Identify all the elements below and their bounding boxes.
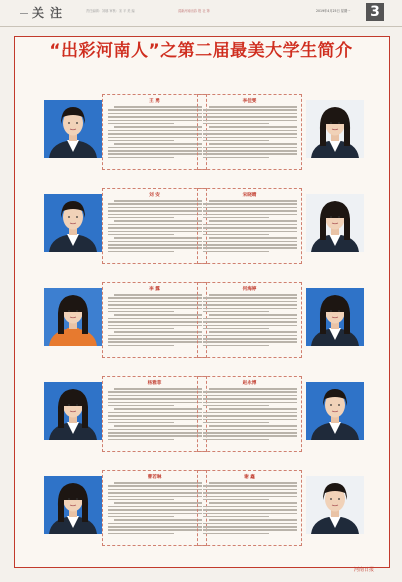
profile-bio-card — [197, 470, 302, 546]
text-line — [203, 328, 269, 330]
text-line — [203, 308, 297, 310]
text-line — [203, 422, 269, 424]
text-line — [108, 321, 202, 323]
text-line — [108, 150, 202, 152]
profile-name: 李 露 — [149, 287, 160, 292]
profile-name: 何海婷 — [242, 287, 257, 292]
text-line — [203, 439, 269, 441]
text-line — [108, 325, 202, 327]
text-line — [203, 402, 297, 404]
profile-name: 宋晓晴 — [242, 193, 257, 198]
text-line — [203, 435, 297, 437]
text-line — [203, 345, 269, 347]
text-line — [203, 405, 269, 407]
text-line — [108, 301, 202, 303]
text-line — [108, 304, 202, 306]
text-line — [203, 120, 297, 122]
text-line — [203, 123, 269, 125]
profile-photo — [306, 194, 364, 252]
text-line — [209, 294, 297, 296]
text-line — [203, 109, 297, 111]
profile-bio-card — [197, 376, 302, 452]
text-line — [108, 231, 202, 233]
text-line — [108, 526, 202, 528]
header-rule — [20, 13, 28, 14]
text-line — [209, 331, 297, 333]
profile-name: 李佳雯 — [242, 99, 257, 104]
text-line — [203, 492, 297, 494]
text-line — [203, 412, 297, 414]
text-line — [108, 499, 174, 501]
profile-photo — [44, 100, 102, 158]
text-line — [203, 513, 297, 515]
profile-photo — [44, 476, 102, 534]
text-line — [203, 321, 297, 323]
text-line — [108, 234, 174, 236]
text-line — [108, 509, 202, 511]
text-line — [108, 116, 202, 118]
text-line — [203, 130, 297, 132]
text-line — [108, 435, 202, 437]
text-line — [108, 533, 174, 535]
text-line — [108, 516, 174, 518]
text-line — [203, 489, 297, 491]
text-line — [209, 425, 297, 427]
text-line — [108, 492, 202, 494]
text-line — [203, 137, 297, 139]
text-line — [203, 147, 297, 149]
text-line — [108, 214, 202, 216]
profile-photo — [306, 100, 364, 158]
text-line — [108, 241, 202, 243]
text-line — [108, 113, 202, 115]
text-line — [108, 247, 202, 249]
text-line — [108, 207, 202, 209]
text-line — [209, 502, 297, 504]
text-line — [114, 106, 202, 108]
editor-credits: 责任编辑：刘娜 审核：宋 平 美 编 — [86, 9, 135, 13]
profile-bio-text — [108, 294, 202, 348]
text-line — [108, 398, 202, 400]
text-line — [108, 432, 202, 434]
text-line — [203, 113, 297, 115]
text-line — [203, 207, 297, 209]
text-line — [114, 143, 202, 145]
text-line — [108, 419, 202, 421]
text-line — [108, 506, 202, 508]
profile-photo — [44, 382, 102, 440]
text-line — [108, 203, 202, 205]
profile-bio-card — [197, 94, 302, 170]
profile-bio-text — [108, 482, 202, 536]
text-line — [108, 157, 174, 159]
text-line — [108, 140, 174, 142]
text-line — [108, 109, 202, 111]
text-line — [203, 432, 297, 434]
text-line — [114, 519, 202, 521]
text-line — [203, 516, 269, 518]
text-line — [108, 523, 202, 525]
text-line — [114, 314, 202, 316]
text-line — [108, 224, 202, 226]
text-line — [209, 314, 297, 316]
issue-date: 2019年4月25日 星期一 — [316, 9, 351, 13]
text-line — [108, 130, 202, 132]
profile-bio-card — [102, 94, 207, 170]
text-line — [203, 157, 269, 159]
profile-photo — [306, 476, 364, 534]
text-line — [209, 126, 297, 128]
text-line — [203, 251, 269, 253]
text-line — [203, 526, 297, 528]
text-line — [203, 217, 269, 219]
text-line — [108, 391, 202, 393]
text-line — [203, 338, 297, 340]
text-line — [108, 311, 174, 313]
text-line — [203, 506, 297, 508]
text-line — [108, 395, 202, 397]
text-line — [114, 482, 202, 484]
text-line — [203, 140, 269, 142]
text-line — [203, 231, 297, 233]
text-line — [108, 297, 202, 299]
text-line — [114, 388, 202, 390]
text-line — [108, 405, 174, 407]
text-line — [108, 496, 202, 498]
text-line — [108, 513, 202, 515]
text-line — [108, 338, 202, 340]
text-line — [108, 529, 202, 531]
text-line — [203, 214, 297, 216]
text-line — [114, 220, 202, 222]
profile-photo — [44, 288, 102, 346]
text-line — [203, 244, 297, 246]
text-line — [203, 529, 297, 531]
text-line — [203, 133, 297, 135]
text-line — [108, 485, 202, 487]
newspaper-logo: 河南日报 — [354, 567, 375, 573]
profile-name: 谢 鑫 — [244, 475, 255, 480]
text-line — [203, 419, 297, 421]
text-line — [108, 328, 174, 330]
profile-bio-card — [102, 376, 207, 452]
text-line — [209, 106, 297, 108]
text-line — [203, 496, 297, 498]
text-line — [108, 133, 202, 135]
profile-bio-text — [203, 106, 297, 160]
text-line — [108, 217, 174, 219]
text-line — [108, 341, 202, 343]
section-title: 关注 — [32, 6, 69, 20]
profile-bio-text — [108, 388, 202, 442]
text-line — [114, 408, 202, 410]
text-line — [209, 408, 297, 410]
profile-bio-card — [197, 188, 302, 264]
text-line — [203, 224, 297, 226]
profile-bio-text — [108, 200, 202, 254]
text-line — [108, 153, 202, 155]
text-line — [108, 137, 202, 139]
text-line — [203, 116, 297, 118]
text-line — [209, 519, 297, 521]
profile-name: 王 勇 — [149, 99, 160, 104]
profile-name: 赵永博 — [242, 381, 257, 386]
text-line — [203, 523, 297, 525]
text-line — [203, 153, 297, 155]
profile-name: 刘 安 — [149, 193, 160, 198]
text-line — [114, 126, 202, 128]
profile-photo — [306, 288, 364, 346]
text-line — [209, 237, 297, 239]
text-line — [108, 120, 202, 122]
profile-bio-text — [203, 200, 297, 254]
text-line — [209, 220, 297, 222]
page-header — [0, 0, 402, 27]
text-line — [203, 509, 297, 511]
text-line — [203, 150, 297, 152]
profile-name: 曹若琳 — [147, 475, 162, 480]
text-line — [108, 227, 202, 229]
text-line — [203, 415, 297, 417]
text-line — [203, 499, 269, 501]
text-line — [203, 297, 297, 299]
text-line — [203, 429, 297, 431]
text-line — [203, 241, 297, 243]
text-line — [203, 395, 297, 397]
text-line — [114, 237, 202, 239]
text-line — [203, 318, 297, 320]
text-line — [108, 147, 202, 149]
text-line — [114, 331, 202, 333]
text-line — [203, 398, 297, 400]
text-line — [108, 429, 202, 431]
profile-name: 杨雅菲 — [147, 381, 162, 386]
profile-photo — [44, 194, 102, 252]
feature-title: “出彩河南人”之第二届最美大学生简介 — [49, 41, 353, 61]
text-line — [108, 345, 174, 347]
text-line — [203, 210, 297, 212]
text-line — [114, 294, 202, 296]
profile-photo — [306, 382, 364, 440]
text-line — [203, 227, 297, 229]
profile-bio-text — [108, 106, 202, 160]
text-line — [203, 301, 297, 303]
text-line — [209, 143, 297, 145]
profile-bio-card — [102, 188, 207, 264]
text-line — [203, 341, 297, 343]
text-line — [108, 251, 174, 253]
profile-bio-text — [203, 388, 297, 442]
text-line — [114, 200, 202, 202]
text-line — [108, 308, 202, 310]
text-line — [114, 425, 202, 427]
profile-bio-text — [203, 294, 297, 348]
text-line — [114, 502, 202, 504]
text-line — [209, 200, 297, 202]
text-line — [108, 210, 202, 212]
profile-bio-card — [197, 282, 302, 358]
text-line — [203, 234, 269, 236]
profile-bio-text — [203, 482, 297, 536]
text-line — [108, 489, 202, 491]
text-line — [203, 325, 297, 327]
profile-bio-card — [102, 282, 207, 358]
text-line — [203, 485, 297, 487]
text-line — [108, 123, 174, 125]
text-line — [108, 318, 202, 320]
text-line — [108, 412, 202, 414]
text-line — [203, 311, 269, 313]
text-line — [108, 244, 202, 246]
text-line — [108, 439, 174, 441]
text-line — [108, 335, 202, 337]
profile-bio-card — [102, 470, 207, 546]
text-line — [108, 415, 202, 417]
text-line — [108, 422, 174, 424]
text-line — [108, 402, 202, 404]
text-line — [203, 247, 297, 249]
text-line — [203, 391, 297, 393]
header-slogan: 清新河南出彩 报 社 第 — [178, 9, 210, 13]
text-line — [203, 203, 297, 205]
text-line — [203, 335, 297, 337]
text-line — [209, 388, 297, 390]
text-line — [203, 304, 297, 306]
text-line — [209, 482, 297, 484]
text-line — [203, 533, 269, 535]
page-number: 3 — [366, 3, 384, 21]
